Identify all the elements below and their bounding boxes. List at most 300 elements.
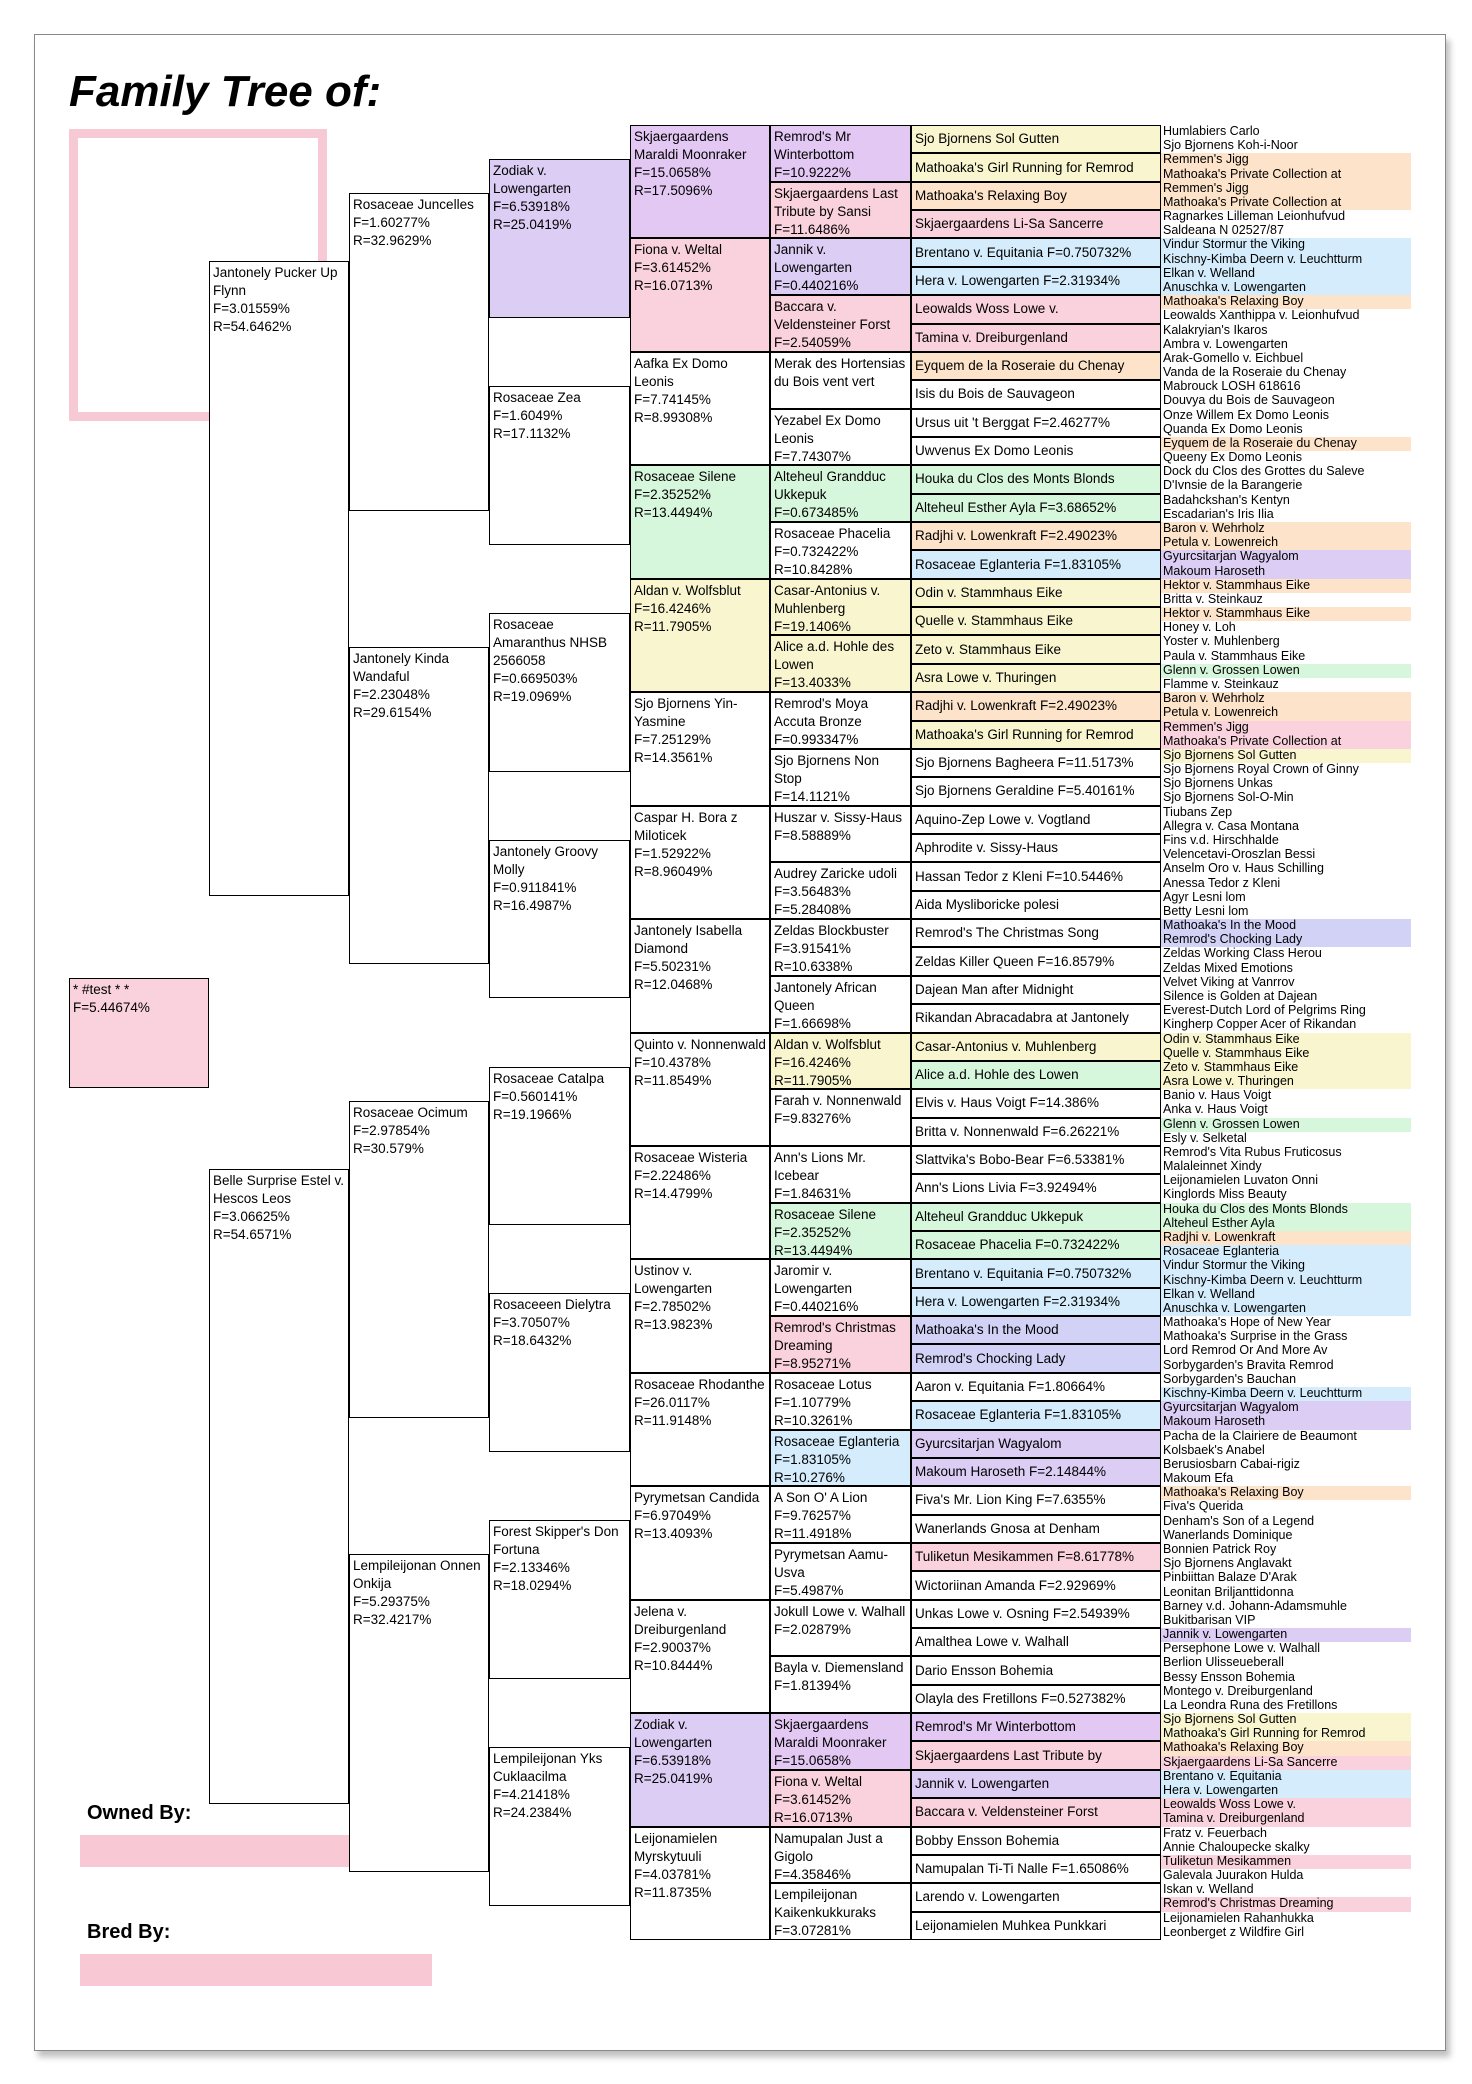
gen7-ancestor-entry[interactable]: Sjo Bjornens Koh-i-Noor bbox=[1161, 139, 1411, 153]
gen5-ancestor-cell[interactable] bbox=[770, 1883, 911, 1940]
gen7-ancestor-entry[interactable]: Saldeana N 02527/87 bbox=[1161, 224, 1411, 238]
gen3-ancestor-cell[interactable] bbox=[489, 1520, 630, 1679]
ancestor-name: Huszar v. Sissy-Haus bbox=[774, 809, 903, 825]
gen6-ancestor-cell[interactable] bbox=[911, 635, 1161, 663]
ancestor-name: Fiva's Mr. Lion King F=7.6355% bbox=[915, 1492, 1106, 1508]
gen6-ancestor-cell[interactable] bbox=[911, 749, 1161, 777]
gen5-ancestor-cell[interactable] bbox=[770, 1033, 911, 1090]
gen7-ancestor-entry[interactable]: Leonitan Briljanttidonna bbox=[1161, 1586, 1411, 1600]
gen7-ancestor-entry[interactable]: Yoster v. Muhlenberg bbox=[1161, 635, 1411, 649]
ancestor-name: Wictoriinan Amanda F=2.92969% bbox=[915, 1577, 1116, 1593]
gen6-ancestor-cell[interactable] bbox=[911, 1401, 1161, 1429]
gen7-ancestor-entry[interactable]: Pacha de la Clairiere de Beaumont bbox=[1161, 1430, 1411, 1444]
gen6-ancestor-cell[interactable] bbox=[911, 1231, 1161, 1259]
gen6-ancestor-cell[interactable] bbox=[911, 210, 1161, 238]
gen7-ancestor-entry[interactable]: Remmen's Jigg bbox=[1161, 182, 1411, 196]
gen7-ancestor-entry[interactable]: Leonberget z Wildfire Girl bbox=[1161, 1926, 1411, 1940]
ancestor-name: Jantonely Kinda Wandaful bbox=[353, 650, 450, 684]
subject-cell[interactable] bbox=[69, 978, 209, 1088]
gen7-ancestor-entry[interactable]: Tuliketun Mesikammen bbox=[1161, 1855, 1411, 1869]
gen7-ancestor-entry[interactable]: Badahckshan's Kentyn bbox=[1161, 494, 1411, 508]
gen6-ancestor-cell[interactable] bbox=[911, 976, 1161, 1004]
gen3-ancestor-cell[interactable] bbox=[489, 1067, 630, 1226]
gen7-ancestor-entry[interactable]: Ambra v. Lowengarten bbox=[1161, 338, 1411, 352]
gen6-ancestor-cell[interactable] bbox=[911, 1770, 1161, 1798]
gen7-ancestor-entry[interactable]: Hera v. Lowengarten bbox=[1161, 1784, 1411, 1798]
gen7-ancestor-entry[interactable]: Sjo Bjornens Royal Crown of Ginny bbox=[1161, 763, 1411, 777]
gen7-ancestor-entry[interactable]: Mathoaka's Relaxing Boy bbox=[1161, 1741, 1411, 1755]
gen4-ancestor-cell[interactable] bbox=[630, 1373, 770, 1486]
ancestor-stat: R=32.4217% bbox=[353, 1612, 432, 1628]
gen5-ancestor-cell[interactable] bbox=[770, 1543, 911, 1600]
gen6-ancestor-cell[interactable] bbox=[911, 1912, 1161, 1940]
gen6-ancestor-cell[interactable] bbox=[911, 1571, 1161, 1599]
gen7-ancestor-entry[interactable]: Fins v.d. Hirschhalde bbox=[1161, 834, 1411, 848]
gen6-ancestor-cell[interactable] bbox=[911, 721, 1161, 749]
gen7-ancestor-entry[interactable]: Berlion Ulisseueberall bbox=[1161, 1656, 1411, 1670]
gen5-ancestor-cell[interactable] bbox=[770, 1770, 911, 1827]
gen4-ancestor-cell[interactable] bbox=[630, 806, 770, 919]
gen7-ancestor-entry[interactable]: Remmen's Jigg bbox=[1161, 721, 1411, 735]
gen6-ancestor-cell[interactable] bbox=[911, 1430, 1161, 1458]
ancestor-stat: F=9.83276% bbox=[774, 1111, 851, 1127]
ancestor-stat: F=2.22486% bbox=[634, 1167, 711, 1183]
gen5-ancestor-cell[interactable] bbox=[770, 1203, 911, 1260]
ancestor-name: Mathoaka's In the Mood bbox=[915, 1322, 1059, 1338]
gen7-ancestor-entry[interactable]: Mathoaka's Relaxing Boy bbox=[1161, 1486, 1411, 1500]
gen4-ancestor-cell[interactable] bbox=[630, 352, 770, 465]
gen6-ancestor-cell[interactable] bbox=[911, 664, 1161, 692]
gen5-ancestor-cell[interactable] bbox=[770, 1316, 911, 1373]
gen7-ancestor-entry[interactable]: Baron v. Wehrholz bbox=[1161, 692, 1411, 706]
gen6-ancestor-cell[interactable] bbox=[911, 1033, 1161, 1061]
gen7-ancestor-entry[interactable]: Onze Willem Ex Domo Leonis bbox=[1161, 409, 1411, 423]
gen6-ancestor-cell[interactable] bbox=[911, 1174, 1161, 1202]
gen6-ancestor-cell[interactable] bbox=[911, 1146, 1161, 1174]
bred-by-field[interactable] bbox=[80, 1954, 432, 1986]
ancestor-name: Dajean Man after Midnight bbox=[915, 981, 1074, 997]
gen3-ancestor-cell[interactable] bbox=[489, 840, 630, 999]
gen6-ancestor-cell[interactable] bbox=[911, 1798, 1161, 1826]
gen5-ancestor-cell[interactable] bbox=[770, 1827, 911, 1884]
gen6-ancestor-cell[interactable] bbox=[911, 1458, 1161, 1486]
ancestor-name: Skjaergaardens Li-Sa Sancerre bbox=[915, 216, 1104, 232]
gen1-ancestor-cell[interactable] bbox=[209, 1169, 349, 1804]
gen7-ancestor-entry[interactable]: Sjo Bjornens Sol Gutten bbox=[1161, 749, 1411, 763]
ancestor-name: Jantonely African Queen bbox=[774, 979, 877, 1013]
gen7-ancestor-entry[interactable]: Persephone Lowe v. Walhall bbox=[1161, 1642, 1411, 1656]
gen6-ancestor-cell[interactable] bbox=[911, 1259, 1161, 1287]
gen7-ancestor-entry[interactable]: Zeldas Mixed Emotions bbox=[1161, 962, 1411, 976]
gen6-ancestor-cell[interactable] bbox=[911, 267, 1161, 295]
gen7-ancestor-entry[interactable]: Flamme v. Steinkauz bbox=[1161, 678, 1411, 692]
gen6-ancestor-cell[interactable] bbox=[911, 1628, 1161, 1656]
gen7-ancestor-entry[interactable]: Mabrouck LOSH 618616 bbox=[1161, 380, 1411, 394]
gen6-ancestor-cell[interactable] bbox=[911, 1685, 1161, 1713]
gen7-ancestor-entry[interactable]: Sjo Bjornens Sol Gutten bbox=[1161, 1713, 1411, 1727]
gen7-ancestor-entry[interactable]: Anka v. Haus Voigt bbox=[1161, 1103, 1411, 1117]
gen7-ancestor-entry[interactable]: Galevala Juurakon Hulda bbox=[1161, 1869, 1411, 1883]
gen7-ancestor-entry[interactable]: Skjaergaardens Li-Sa Sancerre bbox=[1161, 1756, 1411, 1770]
gen7-ancestor-entry[interactable]: D'Ivnsie de la Barangerie bbox=[1161, 479, 1411, 493]
gen7-ancestor-entry[interactable]: Kischny-Kimba Deern v. Leuchtturm bbox=[1161, 1274, 1411, 1288]
gen7-ancestor-entry[interactable]: Quelle v. Stammhaus Eike bbox=[1161, 1047, 1411, 1061]
gen7-ancestor-entry[interactable]: Escadarian's Iris Ilia bbox=[1161, 508, 1411, 522]
gen5-ancestor-cell[interactable] bbox=[770, 862, 911, 919]
gen6-ancestor-cell[interactable] bbox=[911, 1061, 1161, 1089]
ancestor-name: Remrod's Mr Winterbottom bbox=[774, 129, 855, 162]
ancestor-name: Quelle v. Stammhaus Eike bbox=[915, 613, 1074, 629]
gen6-ancestor-cell[interactable] bbox=[911, 380, 1161, 408]
gen7-ancestor-entry[interactable]: Bukitbarisan VIP bbox=[1161, 1614, 1411, 1628]
ancestor-stat: R=10.6338% bbox=[774, 959, 853, 975]
ancestor-name: Jannik v. Lowengarten bbox=[774, 242, 853, 276]
gen7-ancestor-entry[interactable]: Annie Chaloupecke skalky bbox=[1161, 1841, 1411, 1855]
gen6-ancestor-cell[interactable] bbox=[911, 579, 1161, 607]
gen7-ancestor-entry[interactable]: Mathoaka's Hope of New Year bbox=[1161, 1316, 1411, 1330]
gen7-ancestor-entry[interactable]: Esly v. Selketal bbox=[1161, 1132, 1411, 1146]
gen7-ancestor-entry[interactable]: Petula v. Lowenreich bbox=[1161, 536, 1411, 550]
gen7-ancestor-entry[interactable]: Kingherp Copper Acer of Rikandan bbox=[1161, 1018, 1411, 1032]
gen3-ancestor-cell[interactable] bbox=[489, 386, 630, 545]
gen7-ancestor-entry[interactable]: Britta v. Steinkauz bbox=[1161, 593, 1411, 607]
gen6-ancestor-cell[interactable] bbox=[911, 692, 1161, 720]
gen7-ancestor-entry[interactable]: Remrod's Christmas Dreaming bbox=[1161, 1897, 1411, 1911]
gen7-ancestor-entry[interactable]: Leowalds Xanthippa v. Leionhufvud bbox=[1161, 309, 1411, 323]
gen6-ancestor-cell[interactable] bbox=[911, 125, 1161, 153]
ancestor-stat: R=11.8735% bbox=[634, 1884, 712, 1900]
ancestor-name: Rosaceae Lotus bbox=[774, 1376, 872, 1392]
gen7-ancestor-entry[interactable]: Paula v. Stammhaus Eike bbox=[1161, 650, 1411, 664]
gen7-ancestor-entry[interactable]: Mathoaka's Private Collection at bbox=[1161, 735, 1411, 749]
gen7-ancestor-entry[interactable]: Zeldas Working Class Herou bbox=[1161, 947, 1411, 961]
gen4-ancestor-cell[interactable] bbox=[630, 125, 770, 238]
gen6-ancestor-cell[interactable] bbox=[911, 919, 1161, 947]
gen7-ancestor-entry[interactable]: Glenn v. Grossen Lowen bbox=[1161, 1118, 1411, 1132]
ancestor-name: Eyquem de la Roseraie du Chenay bbox=[915, 358, 1125, 374]
gen7-ancestor-entry[interactable]: Douvya du Bois de Sauvageon bbox=[1161, 394, 1411, 408]
gen7-ancestor-entry[interactable]: Velvet Viking at Vanrrov bbox=[1161, 976, 1411, 990]
gen7-ancestor-entry[interactable]: Leowalds Woss Lowe v. bbox=[1161, 1798, 1411, 1812]
gen6-ancestor-cell[interactable] bbox=[911, 238, 1161, 266]
gen7-ancestor-entry[interactable]: Kolsbaek's Anabel bbox=[1161, 1444, 1411, 1458]
ancestor-name: Casar-Antonius v. Muhlenberg bbox=[774, 582, 881, 616]
ancestor-name: Ann's Lions Livia F=3.92494% bbox=[915, 1180, 1097, 1196]
gen7-ancestor-entry[interactable]: La Leondra Runa des Fretillons bbox=[1161, 1699, 1411, 1713]
gen7-ancestor-entry[interactable]: Anessa Tedor z Kleni bbox=[1161, 877, 1411, 891]
ancestor-name: Britta v. Nonnenwald F=6.26221% bbox=[915, 1123, 1120, 1139]
gen5-ancestor-cell[interactable] bbox=[770, 238, 911, 295]
ancestor-name: Baccara v. Veldensteiner Forst bbox=[774, 299, 891, 333]
gen7-ancestor-entry[interactable]: Leijonamielen Luvaton Onni bbox=[1161, 1174, 1411, 1188]
gen7-ancestor-entry[interactable]: Fratz v. Feuerbach bbox=[1161, 1827, 1411, 1841]
gen7-ancestor-entry[interactable]: Montego v. Dreiburgenland bbox=[1161, 1685, 1411, 1699]
gen7-ancestor-entry[interactable]: Betty Lesni lom bbox=[1161, 905, 1411, 919]
gen6-ancestor-cell[interactable] bbox=[911, 607, 1161, 635]
gen7-ancestor-entry[interactable]: Kischny-Kimba Deern v. Leuchtturm bbox=[1161, 1387, 1411, 1401]
gen7-ancestor-entry[interactable]: Sorbygarden's Bravita Remrod bbox=[1161, 1359, 1411, 1373]
gen6-ancestor-cell[interactable] bbox=[911, 437, 1161, 465]
gen5-ancestor-cell[interactable] bbox=[770, 1713, 911, 1770]
ancestor-name: Tuliketun Mesikammen F=8.61778% bbox=[915, 1549, 1134, 1565]
gen5-ancestor-cell[interactable] bbox=[770, 465, 911, 522]
gen5-ancestor-cell[interactable] bbox=[770, 409, 911, 466]
gen6-ancestor-cell[interactable] bbox=[911, 777, 1161, 805]
gen7-ancestor-entry[interactable]: Kalakryian's Ikaros bbox=[1161, 324, 1411, 338]
gen7-ancestor-entry[interactable]: Hektor v. Stammhaus Eike bbox=[1161, 579, 1411, 593]
gen5-ancestor-cell[interactable] bbox=[770, 1089, 911, 1146]
gen6-ancestor-cell[interactable] bbox=[911, 1288, 1161, 1316]
gen5-ancestor-cell[interactable] bbox=[770, 806, 911, 863]
gen6-ancestor-cell[interactable] bbox=[911, 1344, 1161, 1372]
gen7-ancestor-entry[interactable]: Mathoaka's In the Mood bbox=[1161, 919, 1411, 933]
gen7-ancestor-entry[interactable]: Sjo Bjornens Anglavakt bbox=[1161, 1557, 1411, 1571]
gen7-ancestor-entry[interactable]: Kinglords Miss Beauty bbox=[1161, 1188, 1411, 1202]
gen7-ancestor-entry[interactable]: Baron v. Wehrholz bbox=[1161, 522, 1411, 536]
gen7-ancestor-entry[interactable]: Quanda Ex Domo Leonis bbox=[1161, 423, 1411, 437]
ancestor-name: Zeto v. Stammhaus Eike bbox=[915, 641, 1062, 657]
gen7-ancestor-entry[interactable]: Brentano v. Equitania bbox=[1161, 1770, 1411, 1784]
ancestor-stat: F=3.06625% bbox=[213, 1208, 290, 1224]
gen6-ancestor-cell[interactable] bbox=[911, 1118, 1161, 1146]
gen6-ancestor-cell[interactable] bbox=[911, 409, 1161, 437]
gen6-ancestor-cell[interactable] bbox=[911, 550, 1161, 578]
gen6-ancestor-cell[interactable] bbox=[911, 1004, 1161, 1032]
ancestor-name: Jantonely Pucker Up Flynn bbox=[213, 265, 338, 299]
gen6-ancestor-cell[interactable] bbox=[911, 494, 1161, 522]
ancestor-name: Unkas Lowe v. Osning F=2.54939% bbox=[915, 1605, 1130, 1621]
gen2-ancestor-cell[interactable] bbox=[349, 193, 489, 511]
gen7-ancestor-entry[interactable]: Mathoaka's Girl Running for Remrod bbox=[1161, 1727, 1411, 1741]
gen7-ancestor-entry[interactable]: Pinbiittan Balaze D'Arak bbox=[1161, 1571, 1411, 1585]
gen5-ancestor-cell[interactable] bbox=[770, 1430, 911, 1487]
gen4-ancestor-cell[interactable] bbox=[630, 1486, 770, 1599]
gen7-ancestor-entry[interactable]: Tamina v. Dreiburgenland bbox=[1161, 1812, 1411, 1826]
ancestor-name: Aldan v. Wolfsblut bbox=[634, 582, 741, 598]
gen7-ancestor-entry[interactable]: Makoum Haroseth bbox=[1161, 1415, 1411, 1429]
gen7-ancestor-entry[interactable]: Everest-Dutch Lord of Pelgrims Ring bbox=[1161, 1004, 1411, 1018]
gen7-ancestor-entry[interactable]: Vanda de la Roseraie du Chenay bbox=[1161, 366, 1411, 380]
gen7-ancestor-entry[interactable]: Gyurcsitarjan Wagyalom bbox=[1161, 1401, 1411, 1415]
gen7-ancestor-entry[interactable]: Gyurcsitarjan Wagyalom bbox=[1161, 550, 1411, 564]
bred-by-label: Bred By: bbox=[87, 1921, 171, 1943]
gen4-ancestor-cell[interactable] bbox=[630, 579, 770, 692]
gen7-ancestor-entry[interactable]: Queeny Ex Domo Leonis bbox=[1161, 451, 1411, 465]
gen6-ancestor-cell[interactable] bbox=[911, 1203, 1161, 1231]
gen6-ancestor-cell[interactable] bbox=[911, 352, 1161, 380]
gen5-ancestor-cell[interactable] bbox=[770, 1486, 911, 1543]
gen7-ancestor-entry[interactable]: Tiubans Zep bbox=[1161, 806, 1411, 820]
gen3-ancestor-cell[interactable] bbox=[489, 613, 630, 772]
ancestor-name: Rosaceae Silene bbox=[634, 469, 737, 485]
gen7-ancestor-entry[interactable]: Mathoaka's Surprise in the Grass bbox=[1161, 1330, 1411, 1344]
gen7-ancestor-entry[interactable]: Allegra v. Casa Montana bbox=[1161, 820, 1411, 834]
gen7-ancestor-entry[interactable]: Elkan v. Welland bbox=[1161, 267, 1411, 281]
gen5-ancestor-cell[interactable] bbox=[770, 522, 911, 579]
gen6-ancestor-cell[interactable] bbox=[911, 1486, 1161, 1514]
gen5-ancestor-cell[interactable] bbox=[770, 1146, 911, 1203]
gen6-ancestor-cell[interactable] bbox=[911, 1883, 1161, 1911]
gen7-ancestor-entry[interactable]: Radjhi v. Lowenkraft bbox=[1161, 1231, 1411, 1245]
ancestor-stat: R=54.6571% bbox=[213, 1226, 292, 1242]
gen5-ancestor-cell[interactable] bbox=[770, 125, 911, 182]
gen4-ancestor-cell[interactable] bbox=[630, 238, 770, 351]
ancestor-stat: F=1.60277% bbox=[353, 215, 430, 231]
gen6-ancestor-cell[interactable] bbox=[911, 1089, 1161, 1117]
gen5-ancestor-cell[interactable] bbox=[770, 182, 911, 239]
gen7-ancestor-entry[interactable]: Zeto v. Stammhaus Eike bbox=[1161, 1061, 1411, 1075]
gen5-ancestor-cell[interactable] bbox=[770, 1656, 911, 1713]
gen5-ancestor-cell[interactable] bbox=[770, 749, 911, 806]
gen4-ancestor-cell[interactable] bbox=[630, 1146, 770, 1259]
gen6-ancestor-cell[interactable] bbox=[911, 1316, 1161, 1344]
ancestor-name: Leowalds Woss Lowe v. bbox=[915, 301, 1059, 317]
gen6-ancestor-cell[interactable] bbox=[911, 1741, 1161, 1769]
gen6-ancestor-cell[interactable] bbox=[911, 862, 1161, 890]
gen4-ancestor-cell[interactable] bbox=[630, 465, 770, 578]
gen7-ancestor-entry[interactable]: Eyquem de la Roseraie du Chenay bbox=[1161, 437, 1411, 451]
gen5-ancestor-cell[interactable] bbox=[770, 579, 911, 636]
gen7-ancestor-entry[interactable]: Wanerlands Dominique bbox=[1161, 1529, 1411, 1543]
gen5-ancestor-cell[interactable] bbox=[770, 1373, 911, 1430]
gen6-ancestor-cell[interactable] bbox=[911, 1827, 1161, 1855]
gen7-ancestor-entry[interactable]: Anselm Oro v. Haus Schilling bbox=[1161, 862, 1411, 876]
gen7-ancestor-entry[interactable]: Velencetavi-Oroszlan Bessi bbox=[1161, 848, 1411, 862]
ancestor-stat: F=0.911841% bbox=[493, 879, 577, 895]
ancestor-stat: R=11.9148% bbox=[634, 1412, 712, 1428]
gen7-ancestor-entry[interactable]: Jannik v. Lowengarten bbox=[1161, 1628, 1411, 1642]
gen1-ancestor-cell[interactable] bbox=[209, 261, 349, 896]
gen7-ancestor-entry[interactable]: Banio v. Haus Voigt bbox=[1161, 1089, 1411, 1103]
gen6-ancestor-cell[interactable] bbox=[911, 1373, 1161, 1401]
gen7-ancestor-entry[interactable]: Dock du Clos des Grottes du Saleve bbox=[1161, 465, 1411, 479]
gen4-ancestor-cell[interactable] bbox=[630, 1033, 770, 1146]
gen7-ancestor-entry[interactable]: Mathoaka's Private Collection at bbox=[1161, 196, 1411, 210]
gen4-ancestor-cell[interactable] bbox=[630, 1713, 770, 1826]
gen6-ancestor-cell[interactable] bbox=[911, 522, 1161, 550]
gen5-ancestor-cell[interactable] bbox=[770, 295, 911, 352]
gen7-ancestor-entry[interactable]: Anuschka v. Lowengarten bbox=[1161, 281, 1411, 295]
gen7-ancestor-entry[interactable]: Arak-Gomello v. Eichbuel bbox=[1161, 352, 1411, 366]
gen7-ancestor-entry[interactable]: Remmen's Jigg bbox=[1161, 153, 1411, 167]
gen7-ancestor-entry[interactable]: Anuschka v. Lowengarten bbox=[1161, 1302, 1411, 1316]
gen7-ancestor-entry[interactable]: Hektor v. Stammhaus Eike bbox=[1161, 607, 1411, 621]
ancestor-name: Wanerlands Gnosa at Denham bbox=[915, 1520, 1100, 1536]
gen7-ancestor-entry[interactable]: Leijonamielen Rahanhukka bbox=[1161, 1912, 1411, 1926]
gen7-ancestor-entry[interactable]: Alteheul Esther Ayla bbox=[1161, 1217, 1411, 1231]
gen6-ancestor-cell[interactable] bbox=[911, 295, 1161, 323]
gen7-ancestor-entry[interactable]: Sorbygarden's Bauchan bbox=[1161, 1373, 1411, 1387]
gen7-ancestor-entry[interactable]: Honey v. Loh bbox=[1161, 621, 1411, 635]
gen7-ancestor-entry[interactable]: Asra Lowe v. Thuringen bbox=[1161, 1075, 1411, 1089]
gen4-ancestor-cell[interactable] bbox=[630, 1827, 770, 1940]
gen7-ancestor-entry[interactable]: Berusiosbarn Cabai-rigiz bbox=[1161, 1458, 1411, 1472]
gen7-ancestor-entry[interactable]: Humlabiers Carlo bbox=[1161, 125, 1411, 139]
gen4-ancestor-cell[interactable] bbox=[630, 1259, 770, 1372]
ancestor-stat: F=3.91541% bbox=[774, 941, 851, 957]
ancestor-stat: F=1.10779% bbox=[774, 1394, 851, 1410]
gen7-ancestor-entry[interactable]: Mathoaka's Relaxing Boy bbox=[1161, 295, 1411, 309]
gen5-ancestor-cell[interactable] bbox=[770, 976, 911, 1033]
gen6-ancestor-cell[interactable] bbox=[911, 182, 1161, 210]
gen6-ancestor-cell[interactable] bbox=[911, 1515, 1161, 1543]
gen5-ancestor-cell[interactable] bbox=[770, 1600, 911, 1657]
gen7-ancestor-entry[interactable]: Remrod's Vita Rubus Fruticosus bbox=[1161, 1146, 1411, 1160]
ancestor-name: Remrod's The Christmas Song bbox=[915, 925, 1099, 941]
gen7-ancestor-entry[interactable]: Makoum Haroseth bbox=[1161, 565, 1411, 579]
gen2-ancestor-cell[interactable] bbox=[349, 647, 489, 965]
ancestor-stat: F=16.4246% bbox=[634, 600, 711, 616]
gen7-ancestor-entry[interactable]: Silence is Golden at Dajean bbox=[1161, 990, 1411, 1004]
gen6-ancestor-cell[interactable] bbox=[911, 947, 1161, 975]
gen7-ancestor-entry[interactable]: Bessy Ensson Bohemia bbox=[1161, 1671, 1411, 1685]
gen4-ancestor-cell[interactable] bbox=[630, 1600, 770, 1713]
gen3-ancestor-cell[interactable] bbox=[489, 159, 630, 318]
gen7-ancestor-entry[interactable]: Sjo Bjornens Sol-O-Min bbox=[1161, 791, 1411, 805]
gen7-ancestor-entry[interactable]: Elkan v. Welland bbox=[1161, 1288, 1411, 1302]
gen7-ancestor-entry[interactable]: Rosaceae Eglanteria bbox=[1161, 1245, 1411, 1259]
gen7-ancestor-entry[interactable]: Odin v. Stammhaus Eike bbox=[1161, 1033, 1411, 1047]
gen6-ancestor-cell[interactable] bbox=[911, 324, 1161, 352]
gen6-ancestor-cell[interactable] bbox=[911, 153, 1161, 181]
gen7-ancestor-entry[interactable]: Malaleinnet Xindy bbox=[1161, 1160, 1411, 1174]
gen7-ancestor-entry[interactable]: Makoum Efa bbox=[1161, 1472, 1411, 1486]
gen6-ancestor-cell[interactable] bbox=[911, 465, 1161, 493]
gen6-ancestor-cell[interactable] bbox=[911, 834, 1161, 862]
gen5-ancestor-cell[interactable] bbox=[770, 1259, 911, 1316]
gen7-ancestor-entry[interactable]: Mathoaka's Private Collection at bbox=[1161, 168, 1411, 182]
gen6-ancestor-cell[interactable] bbox=[911, 1543, 1161, 1571]
gen7-ancestor-entry[interactable]: Fiva's Querida bbox=[1161, 1500, 1411, 1514]
gen2-ancestor-cell[interactable] bbox=[349, 1554, 489, 1872]
gen4-ancestor-cell[interactable] bbox=[630, 919, 770, 1032]
gen7-ancestor-entry[interactable]: Vindur Stormur the Viking bbox=[1161, 1259, 1411, 1273]
gen7-ancestor-entry[interactable]: Vindur Stormur the Viking bbox=[1161, 238, 1411, 252]
gen6-ancestor-cell[interactable] bbox=[911, 806, 1161, 834]
gen7-ancestor-entry[interactable]: Remrod's Chocking Lady bbox=[1161, 933, 1411, 947]
gen6-ancestor-cell[interactable] bbox=[911, 1713, 1161, 1741]
gen5-ancestor-cell[interactable] bbox=[770, 352, 911, 409]
gen7-ancestor-entry[interactable]: Lord Remrod Or And More Av bbox=[1161, 1344, 1411, 1358]
gen6-ancestor-cell[interactable] bbox=[911, 1855, 1161, 1883]
gen7-ancestor-entry[interactable]: Kischny-Kimba Deern v. Leuchtturm bbox=[1161, 253, 1411, 267]
gen7-ancestor-entry[interactable]: Sjo Bjornens Unkas bbox=[1161, 777, 1411, 791]
gen4-ancestor-cell[interactable] bbox=[630, 692, 770, 805]
gen6-ancestor-cell[interactable] bbox=[911, 1600, 1161, 1628]
gen5-ancestor-cell[interactable] bbox=[770, 692, 911, 749]
gen7-ancestor-entry[interactable]: Iskan v. Welland bbox=[1161, 1883, 1411, 1897]
gen7-ancestor-entry[interactable]: Agyr Lesni lom bbox=[1161, 891, 1411, 905]
gen5-ancestor-cell[interactable] bbox=[770, 635, 911, 692]
ancestor-stat: F=3.61452% bbox=[774, 1791, 851, 1807]
gen6-ancestor-cell[interactable] bbox=[911, 1656, 1161, 1684]
gen7-ancestor-entry[interactable]: Bonnien Patrick Roy bbox=[1161, 1543, 1411, 1557]
gen5-ancestor-cell[interactable] bbox=[770, 919, 911, 976]
gen7-ancestor-entry[interactable]: Barney v.d. Johann-Adamsmuhle bbox=[1161, 1600, 1411, 1614]
gen7-ancestor-entry[interactable]: Houka du Clos des Monts Blonds bbox=[1161, 1203, 1411, 1217]
gen7-ancestor-entry[interactable]: Petula v. Lowenreich bbox=[1161, 706, 1411, 720]
gen3-ancestor-cell[interactable] bbox=[489, 1293, 630, 1452]
gen3-ancestor-cell[interactable] bbox=[489, 1747, 630, 1906]
gen7-ancestor-entry[interactable]: Glenn v. Grossen Lowen bbox=[1161, 664, 1411, 678]
ancestor-name: Makoum Haroseth F=2.14844% bbox=[915, 1464, 1106, 1480]
gen6-ancestor-cell[interactable] bbox=[911, 891, 1161, 919]
gen7-ancestor-entry[interactable]: Ragnarkes Lilleman Leionhufvud bbox=[1161, 210, 1411, 224]
ancestor-stat: R=11.7905% bbox=[634, 618, 712, 634]
ancestor-name: Rosaceae Eglanteria F=1.83105% bbox=[915, 556, 1122, 572]
gen2-ancestor-cell[interactable] bbox=[349, 1101, 489, 1419]
gen7-ancestor-entry[interactable]: Denham's Son of a Legend bbox=[1161, 1515, 1411, 1529]
